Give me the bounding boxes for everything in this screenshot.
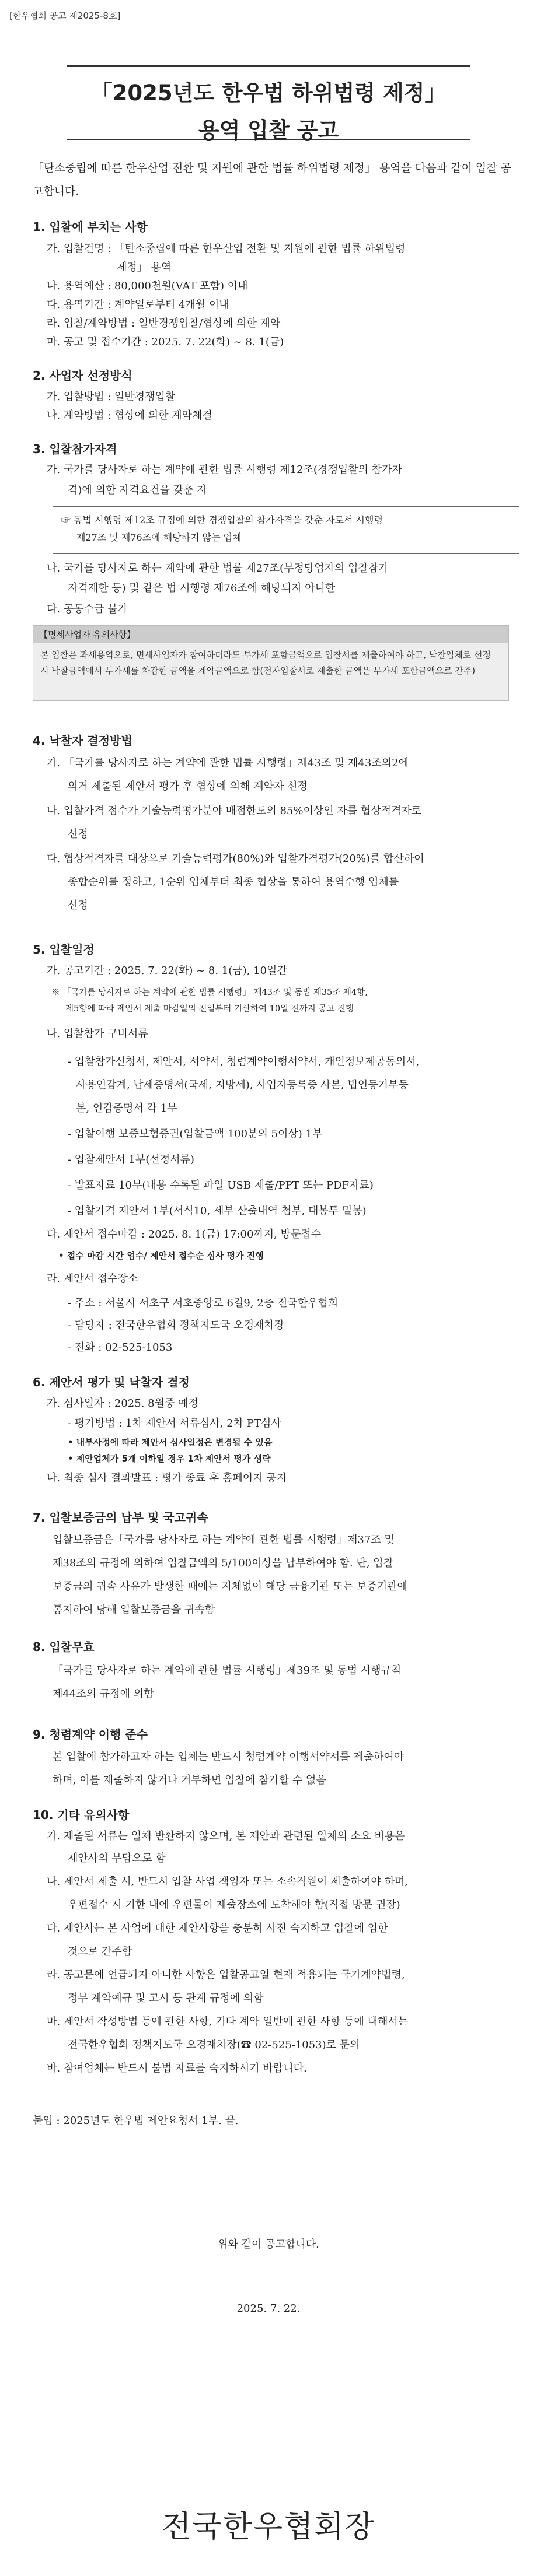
s3-item-b: 나. 국가를 당사자로 하는 계약에 관한 법률 제27조(부정당업자의 입찰참가 <box>47 562 389 574</box>
s1-item: 다. 용역기간 : 계약일로부터 4개월 이내 <box>47 299 229 311</box>
s5-item-a: 가. 공고기간 : 2025. 7. 22(화) ~ 8. 1(금), 10일간 <box>47 965 287 977</box>
s10-line: 마. 제안서 작성방법 등에 관한 사항, 기타 계약 일반에 관한 사항 등에 대해서는 <box>47 2016 409 2028</box>
s4-line: 선정 <box>68 899 88 912</box>
s7-line: 통지하여 당해 입찰보증금을 귀속함 <box>53 1604 215 1616</box>
s5-doc: 사용인감계, 납세증명서(국세, 지방세), 사업자등록증 사본, 법인등기부등 <box>76 1079 409 1091</box>
title-line-2: 용역 입찰 공고 <box>198 118 339 143</box>
s4-line: 가. 「국가를 당사자로 하는 계약에 관한 법률 시행령」제43조 및 제43조의2에 <box>47 757 409 769</box>
s5-doc: 본, 인감증명서 각 1부 <box>76 1102 177 1114</box>
title-box <box>67 65 470 141</box>
section-7-heading: 7. 입찰보증금의 납부 및 국고귀속 <box>33 1510 208 1524</box>
section-10-heading: 10. 기타 유의사항 <box>33 1808 130 1822</box>
notice-date: 2025. 7. 22. <box>236 2302 301 2315</box>
s10-line: 라. 공고문에 언급되지 아니한 사항은 입찰공고일 현재 적용되는 국가계약법령, <box>47 1969 405 1981</box>
s1-item: 라. 입찰/계약방법 : 일반경쟁입찰/협상에 의한 계약 <box>47 317 281 330</box>
title-line-1: 「2025년도 한우법 하위법령 제정」 <box>90 80 447 106</box>
s6-item-a: 가. 심사일자 : 2025. 8월중 예정 <box>47 1397 198 1410</box>
s1-item: 마. 공고 및 접수기간 : 2025. 7. 22(화) ~ 8. 1(금) <box>47 336 284 348</box>
s5-contact: - 주소 : 서울시 서초구 서초중앙로 6길9, 2층 전국한우협회 <box>68 1297 339 1309</box>
s6-item-b: 나. 최종 심사 결과발표 : 평가 종료 후 홈페이지 공지 <box>47 1472 287 1484</box>
s9-line: 본 입찰에 참가하고자 하는 업체는 반드시 청렴계약 이행서약서를 제출하여야 <box>53 1751 405 1763</box>
s7-line: 제38조의 규정에 의하여 입찰금액의 5/100이상을 납부하여야 함. 단, 입찰 <box>53 1557 394 1569</box>
eligibility-note-line: 제27조 및 제76조에 해당하지 않는 업체 <box>76 532 242 543</box>
s4-line: 다. 협상적격자를 대상으로 기술능력평가(80%)와 입찰가격평가(20%)를 합산하여 <box>47 853 424 865</box>
s10-line: 전국한우협회 정책지도국 오경재차장(☎ 02-525-1053)로 문의 <box>68 2039 360 2051</box>
s1-item: 제정」 용역 <box>117 261 172 274</box>
s5-item-d: 라. 제안서 접수장소 <box>47 1273 138 1285</box>
s10-line: 제안사의 부담으로 함 <box>68 1852 166 1864</box>
s10-line: 것으로 간주함 <box>68 1946 132 1958</box>
s6-item: - 평가방법 : 1차 제안서 서류심사, 2차 PT심사 <box>68 1417 281 1429</box>
eligibility-note-line: ☞ 동법 시행령 제12조 규정에 의한 경쟁입찰의 참가자격을 갖춘 자로서 시행령 <box>61 514 383 525</box>
s10-line: 나. 제안서 제출 시, 반드시 입찰 사업 책임자 또는 소속직원이 제출하여야 하며, <box>47 1876 409 1888</box>
s2-item: 가. 입찰방법 : 일반경쟁입찰 <box>47 391 176 403</box>
s5-item-b: 나. 입찰참가 구비서류 <box>47 1028 148 1040</box>
s6-bold-note: • 내부사정에 따라 제안서 심사일정은 변경될 수 있음 <box>68 1437 273 1448</box>
s10-line: 바. 참여업체는 반드시 불법 자료를 숙지하시기 바랍니다. <box>47 2062 307 2074</box>
s10-line: 가. 제출된 서류는 일체 반환하지 않으며, 본 제안과 관련된 일체의 소요 비용은 <box>47 1830 405 1842</box>
section-3-heading: 3. 입찰참가자격 <box>33 442 117 456</box>
s3-item-b-cont: 자격제한 등) 및 같은 법 시행령 제76조에 해당되지 아니한 <box>68 582 336 594</box>
s4-line: 의거 제출된 제안서 평가 후 협상에 의해 계약자 선정 <box>68 780 308 793</box>
s1-item: 나. 용역예산 : 80,000천원(VAT 포함) 이내 <box>47 280 248 292</box>
s3-item-a-cont: 격)에 의한 자격요건을 갖춘 자 <box>68 484 207 496</box>
s10-line: 우편접수 시 기한 내에 우편물이 제출장소에 도착해야 함(직접 방문 권장) <box>68 1899 400 1911</box>
s5-note: 제5항에 따라 제안서 제출 마감일의 전일부터 기산하여 10일 전까지 공고 진행 <box>65 1004 354 1014</box>
tax-exempt-body: 본 입찰은 과세용역으로, 면세사업자가 참여하더라도 부가세 포함금액으로 입찰서를 제출하여야 하고, 낙찰업체로 선정 시 낙찰금액에서 부가세를 차감한 금액을 계약금액으로 함(전자입찰서로 제출한 금액은 부가세 포함금액으로 간주) <box>40 650 491 676</box>
tax-exempt-title: 【면세사업자 유의사항】 <box>33 626 508 643</box>
s7-line: 입찰보증금은「국가를 당사자로 하는 계약에 관한 법률 시행령」제37조 및 <box>53 1534 395 1546</box>
s5-doc: - 발표자료 10부(내용 수록된 파일 USB 제출/PPT 또는 PDF자료) <box>68 1179 374 1191</box>
section-5-heading: 5. 입찰일정 <box>33 942 95 956</box>
s5-item-c: 다. 제안서 접수마감 : 2025. 8. 1(금) 17:00까지, 방문접수 <box>47 1228 322 1240</box>
s4-line: 나. 입찰가격 점수가 기술능력평가분야 배점한도의 85%이상인 자를 협상적격자로 <box>47 805 422 817</box>
s7-line: 보증금의 귀속 사유가 발생한 때에는 지체없이 해당 금융기관 또는 보증기관에 <box>53 1580 407 1593</box>
s1-item: 가. 입찰건명 : 「탄소중립에 따른 한우산업 전환 및 지원에 관한 법률 하위법령 <box>47 243 406 255</box>
s5-contact: - 담당자 : 전국한우협회 정책지도국 오경재차장 <box>68 1319 285 1331</box>
s3-item-c: 다. 공동수급 불가 <box>47 603 128 615</box>
section-1-heading: 1. 입찰에 부치는 사항 <box>33 220 148 234</box>
notice-number: [한우협회 공고 제2025-8호] <box>9 10 121 21</box>
section-8-heading: 8. 입찰무효 <box>33 1640 95 1654</box>
attachment-line: 붙임 : 2025년도 한우법 제안요청서 1부. 끝. <box>33 2115 239 2127</box>
eligibility-note-box <box>53 506 519 554</box>
section-2-heading: 2. 사업자 선정방식 <box>33 369 132 383</box>
section-6-heading: 6. 제안서 평가 및 낙찰자 결정 <box>33 1375 190 1389</box>
lead-paragraph: 「탄소중립에 따른 한우산업 전환 및 지원에 관한 법률 하위법령 제정」 용역을 다음과 같이 입찰 공고합니다. <box>33 162 512 198</box>
s8-line: 「국가를 당사자로 하는 계약에 관한 법률 시행령」제39조 및 동법 시행규칙 <box>53 1664 402 1677</box>
closing-line: 위와 같이 공고합니다. <box>218 2238 319 2251</box>
s2-item: 나. 계약방법 : 협상에 의한 계약체결 <box>47 409 212 422</box>
section-9-heading: 9. 청렴계약 이행 준수 <box>33 1727 148 1741</box>
tax-exempt-notice <box>33 625 509 701</box>
s10-line: 정부 계약예규 및 고시 등 관계 규정에 의함 <box>68 1992 264 2004</box>
s5-doc: - 입찰제안서 1부(선정서류) <box>68 1154 194 1166</box>
section-4-heading: 4. 낙찰자 결정방법 <box>33 734 132 748</box>
s5-contact: - 전화 : 02-525-1053 <box>68 1341 173 1354</box>
s5-doc: - 입찰가격 제안서 1부(서식10, 세부 산출내역 첨부, 대봉투 밀봉) <box>68 1205 367 1217</box>
s6-bold-note: • 제안업체가 5개 이하일 경우 1차 제안서 평가 생략 <box>68 1453 271 1464</box>
s8-line: 제44조의 규정에 의함 <box>53 1688 154 1700</box>
s5-note: ※ 「국가를 당사자로 하는 계약에 관한 법률 시행령」 제43조 및 동법 제35조 제4항, <box>51 988 368 997</box>
s5-doc: - 입찰이행 보증보험증권(입찰금액 100분의 5이상) 1부 <box>68 1128 323 1140</box>
s4-line: 선정 <box>68 828 88 840</box>
s3-item-a: 가. 국가를 당사자로 하는 계약에 관한 법률 시행령 제12조(경쟁입찰의 참가자 <box>47 464 402 476</box>
s9-line: 하며, 이를 제출하지 않거나 거부하면 입찰에 참가할 수 없음 <box>53 1774 326 1786</box>
signature: 전국한우협회장 <box>162 2510 375 2545</box>
s4-line: 종합순위를 정하고, 1순위 업체부터 최종 협상을 통하여 용역수행 업체를 <box>68 876 399 888</box>
s5-doc: - 입찰참가신청서, 제안서, 서약서, 청렴계약이행서약서, 개인정보제공동의서, <box>68 1056 420 1068</box>
s5-deadline-note: • 접수 마감 시간 엄수/ 제안서 접수순 심사 평가 진행 <box>58 1250 264 1261</box>
s10-line: 다. 제안사는 본 사업에 대한 제안사항을 충분히 사전 숙지하고 입찰에 임한 <box>47 1922 388 1934</box>
